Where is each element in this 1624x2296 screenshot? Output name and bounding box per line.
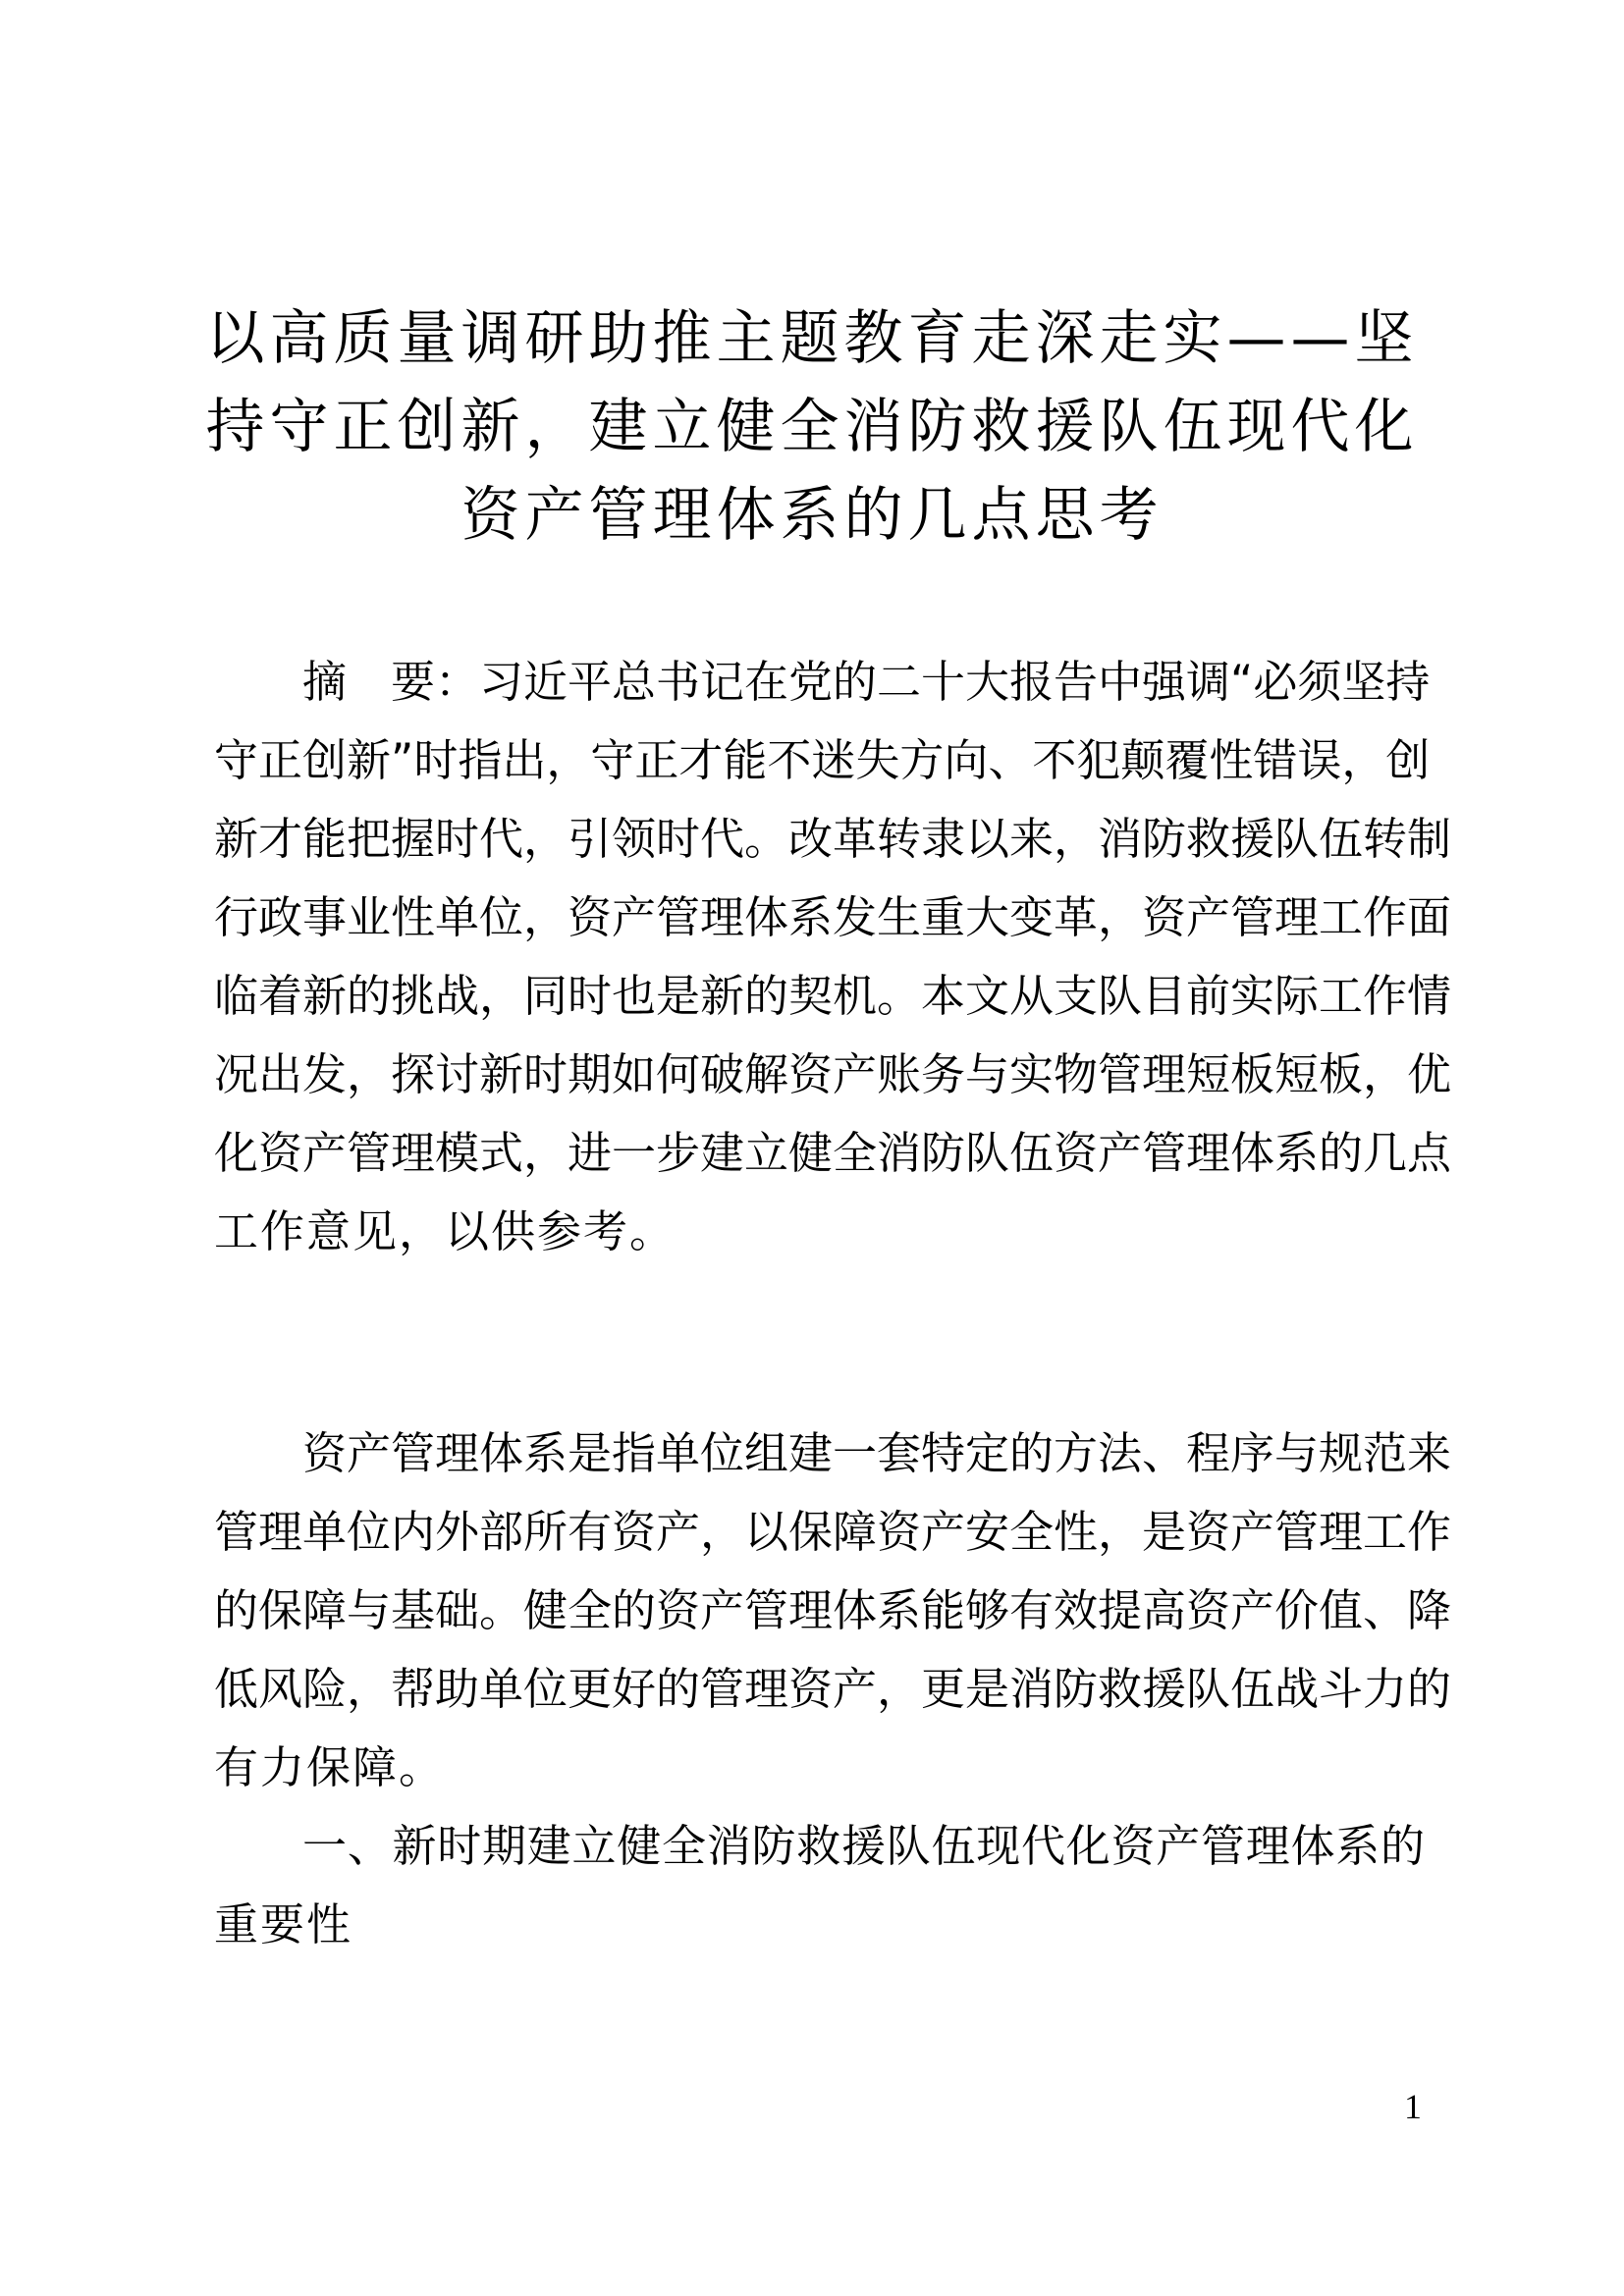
paragraph-line: 资产管理体系是指单位组建一套特定的方法、程序与规范来 bbox=[302, 1427, 1452, 1479]
paragraph-line: 的保障与基础。健全的资产管理体系能够有效提高资产价值、降 bbox=[214, 1584, 1452, 1636]
abstract-paragraph bbox=[214, 643, 1452, 1271]
section-heading-line: 重要性 bbox=[214, 1898, 353, 1950]
abstract-line: 摘 要：习近平总书记在党的二十大报告中强调“必须坚持 bbox=[302, 656, 1431, 708]
page-number: 1 bbox=[1404, 2087, 1422, 2126]
abstract-line: 况出发，探讨新时期如何破解资产账务与实物管理短板短板，优 bbox=[214, 1048, 1452, 1100]
section-heading-line: 一、新时期建立健全消防救援队伍现代化资产管理体系的 bbox=[302, 1820, 1425, 1872]
title-line: 持守正创新，建立健全消防救援队伍现代化 bbox=[205, 393, 1419, 461]
paragraph-line: 管理单位内外部所有资产，以保障资产安全性，是资产管理工作 bbox=[214, 1506, 1452, 1558]
abstract-line: 化资产管理模式，进一步建立健全消防队伍资产管理体系的几点 bbox=[214, 1127, 1452, 1179]
abstract-line: 工作意见，以供参考。 bbox=[214, 1205, 677, 1257]
paragraph-line: 低风险，帮助单位更好的管理资产，更是消防救援队伍战斗力的 bbox=[214, 1663, 1452, 1715]
title-line: 以高质量调研助推主题教育走深走实——坚 bbox=[205, 304, 1419, 373]
abstract-line: 行政事业性单位，资产管理体系发生重大变革，资产管理工作面 bbox=[214, 891, 1452, 943]
paragraph-line: 有力保障。 bbox=[214, 1741, 446, 1793]
abstract-line: 新才能把握时代，引领时代。改革转隶以来，消防救援队伍转制 bbox=[214, 813, 1452, 865]
abstract-line: 临着新的挑战，同时也是新的契机。本文从支队目前实际工作情 bbox=[214, 970, 1452, 1022]
document-title bbox=[0, 294, 1624, 560]
abstract-line: 守正创新”时指出，守正才能不迷失方向、不犯颠覆性错误，创 bbox=[214, 734, 1431, 786]
body-paragraph bbox=[214, 1415, 1452, 1964]
title-line: 资产管理体系的几点思考 bbox=[460, 481, 1164, 550]
